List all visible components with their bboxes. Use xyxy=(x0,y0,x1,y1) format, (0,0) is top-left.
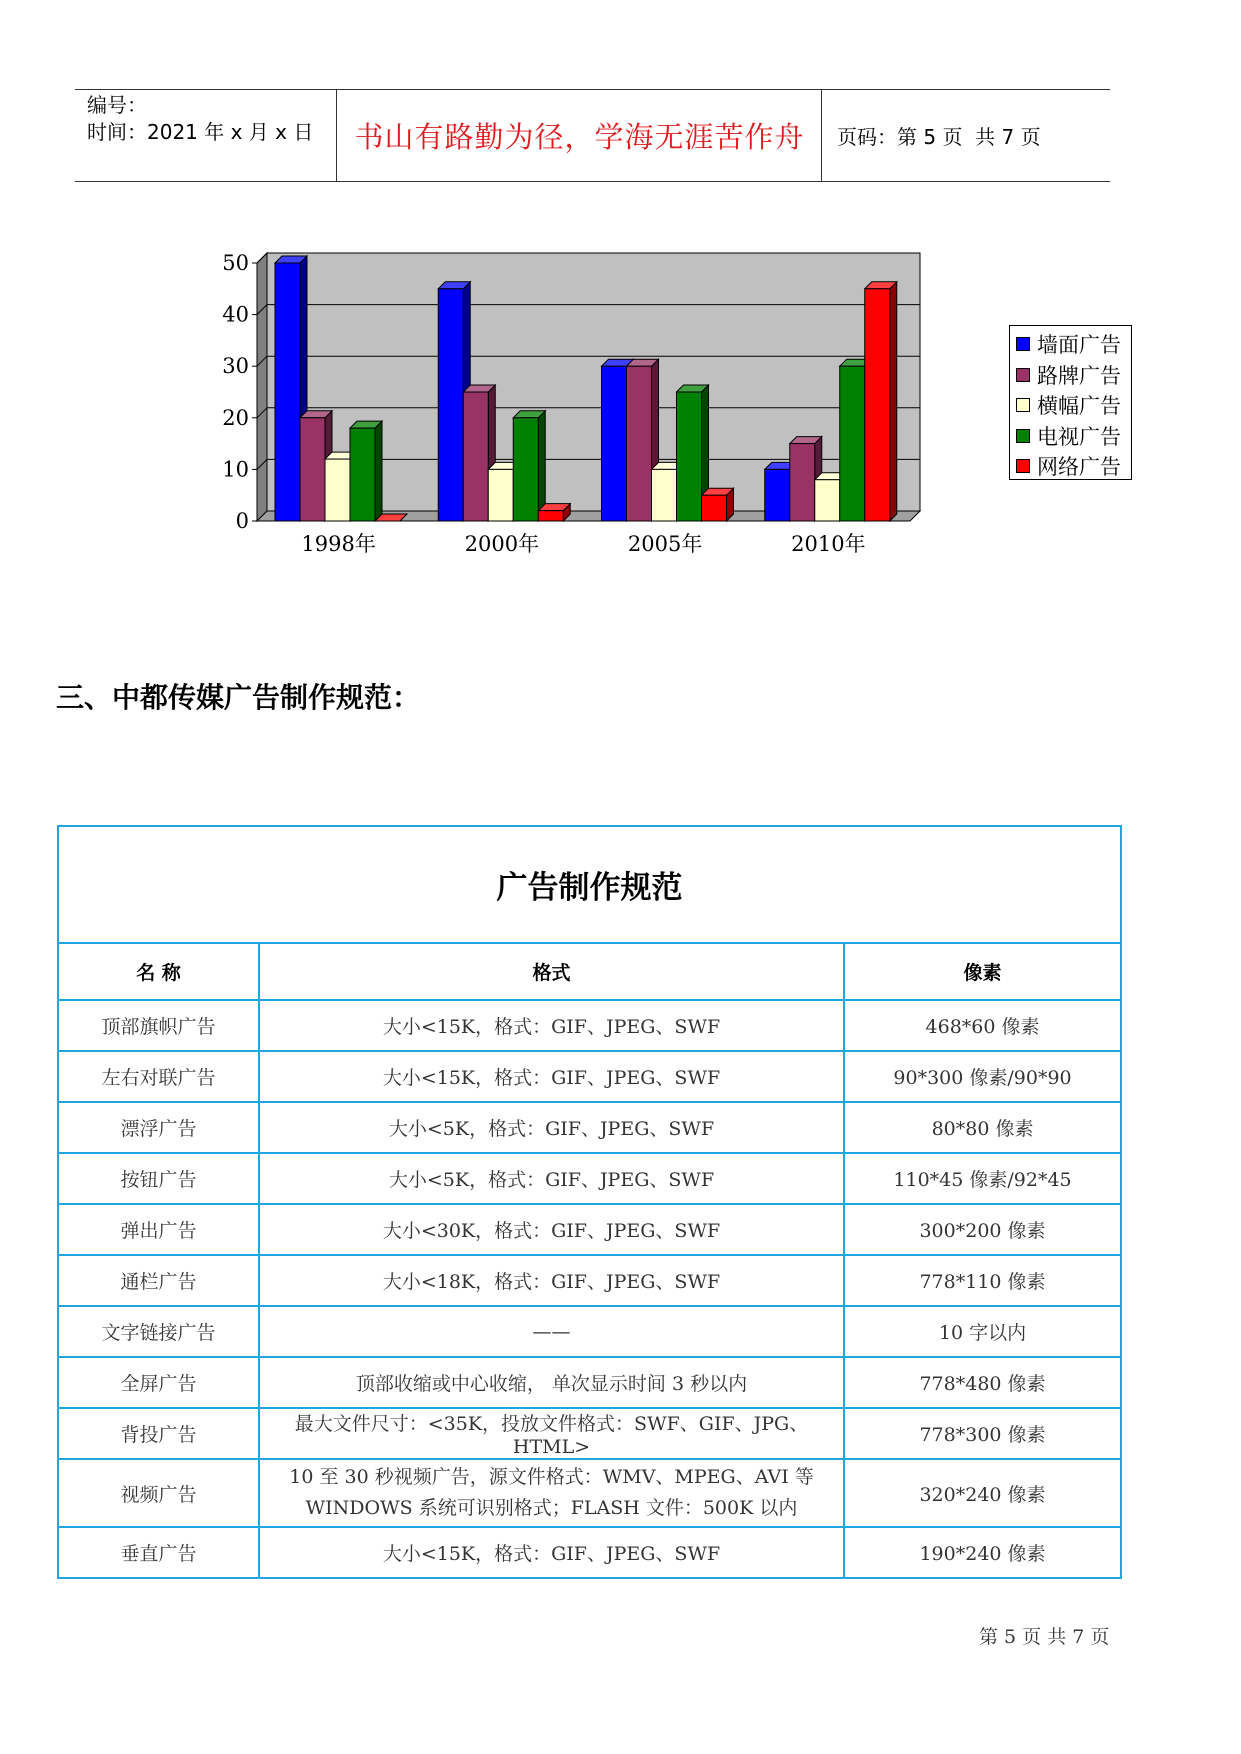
cell-pixels: 320*240 像素 xyxy=(844,1459,1121,1527)
header-name: 名 称 xyxy=(58,943,259,1000)
bar xyxy=(790,444,815,521)
page-footer: 第 5 页 共 7 页 xyxy=(979,1626,1110,1648)
section-title: 三、中都传媒广告制作规范： xyxy=(56,681,421,714)
y-tick-label: 20 xyxy=(222,405,249,430)
bar-side xyxy=(375,421,382,521)
cell-name: 垂直广告 xyxy=(58,1527,259,1578)
legend-swatch xyxy=(1016,429,1030,443)
cell-name: 背投广告 xyxy=(58,1408,259,1459)
legend-item xyxy=(1010,451,1131,482)
cell-format: 大小<15K，格式：GIF、JPEG、SWF xyxy=(259,1527,844,1578)
bar xyxy=(538,511,563,521)
cell-name: 弹出广告 xyxy=(58,1204,259,1255)
cell-pixels: 778*480 像素 xyxy=(844,1357,1121,1408)
cell-format: 大小<15K，格式：GIF、JPEG、SWF xyxy=(259,1000,844,1051)
cell-pixels: 778*110 像素 xyxy=(844,1255,1121,1306)
bar xyxy=(602,366,627,521)
table-row xyxy=(58,1357,1121,1408)
x-tick-label: 2000年 xyxy=(464,532,540,556)
bar xyxy=(300,418,325,521)
cell-format: 10 至 30 秒视频广告，源文件格式：WMV、MPEG、AVI 等 WINDOWS 系统可识别格式；FLASH 文件：500K 以内 xyxy=(259,1459,844,1527)
table-row xyxy=(58,1102,1121,1153)
y-tick-label: 50 xyxy=(222,251,249,275)
table-header-row xyxy=(58,943,1121,1000)
header-divider xyxy=(336,89,337,181)
bar xyxy=(702,495,727,521)
cell-pixels: 468*60 像素 xyxy=(844,1000,1121,1051)
cell-pixels: 10 字以内 xyxy=(844,1306,1121,1357)
cell-format: 大小<5K，格式：GIF、JPEG、SWF xyxy=(259,1153,844,1204)
table-row xyxy=(58,1408,1121,1459)
cell-format: 大小<5K，格式：GIF、JPEG、SWF xyxy=(259,1102,844,1153)
bar xyxy=(463,392,488,521)
table-row xyxy=(58,1306,1121,1357)
table-row xyxy=(58,1459,1121,1527)
bar xyxy=(325,459,350,521)
x-tick-label: 1998年 xyxy=(301,532,376,556)
chart-legend xyxy=(1009,325,1132,480)
header-meta xyxy=(87,92,313,146)
cell-format: 大小<30K，格式：GIF、JPEG、SWF xyxy=(259,1204,844,1255)
legend-label: 网络广告 xyxy=(1037,455,1121,480)
cell-format: —— xyxy=(259,1306,844,1357)
legend-label: 电视广告 xyxy=(1037,424,1121,449)
header-number-label: 编号： xyxy=(87,93,147,117)
cell-format: 大小<18K，格式：GIF、JPEG、SWF xyxy=(259,1255,844,1306)
x-tick-label: 2005年 xyxy=(627,532,703,556)
legend-swatch xyxy=(1016,337,1030,351)
cell-pixels: 90*300 像素/90*90 xyxy=(844,1051,1121,1102)
legend-swatch xyxy=(1016,459,1030,473)
table-row xyxy=(58,1204,1121,1255)
cell-name: 左右对联广告 xyxy=(58,1051,259,1102)
bar xyxy=(865,289,890,521)
table-row xyxy=(58,1000,1121,1051)
header-divider xyxy=(821,89,822,181)
cell-name: 顶部旗帜广告 xyxy=(58,1000,259,1051)
header-bottom-rule xyxy=(75,181,1110,182)
cell-name: 按钮广告 xyxy=(58,1153,259,1204)
header-motto: 书山有路勤为径，学海无涯苦作舟 xyxy=(354,119,805,154)
legend-swatch xyxy=(1016,368,1030,382)
cell-name: 全屏广告 xyxy=(58,1357,259,1408)
cell-name: 文字链接广告 xyxy=(58,1306,259,1357)
bar xyxy=(488,469,513,521)
legend-item xyxy=(1010,421,1131,452)
cell-pixels: 778*300 像素 xyxy=(844,1408,1121,1459)
bar xyxy=(765,469,790,521)
legend-label: 墙面广告 xyxy=(1037,333,1121,358)
legend-label: 路牌广告 xyxy=(1037,363,1121,388)
y-tick-label: 0 xyxy=(235,509,249,533)
cell-name: 漂浮广告 xyxy=(58,1102,259,1153)
bar xyxy=(513,418,538,521)
chart-side-wall xyxy=(257,253,267,521)
header-page-label: 页码：第 5 页 共 7 页 xyxy=(837,124,1041,149)
table-row xyxy=(58,1153,1121,1204)
legend-swatch xyxy=(1016,398,1030,412)
bar xyxy=(840,366,865,521)
cell-pixels: 80*80 像素 xyxy=(844,1102,1121,1153)
table-row xyxy=(58,1255,1121,1306)
cell-name: 视频广告 xyxy=(58,1459,259,1527)
x-tick-label: 2010年 xyxy=(791,532,866,556)
y-tick-label: 30 xyxy=(222,354,249,379)
header-format: 格式 xyxy=(259,943,844,1000)
legend-item xyxy=(1010,329,1131,360)
spec-table xyxy=(57,825,1122,1579)
cell-name: 通栏广告 xyxy=(58,1255,259,1306)
y-tick-label: 40 xyxy=(222,302,249,327)
table-caption: 广告制作规范 xyxy=(58,826,1121,943)
bar xyxy=(677,392,702,521)
table-row xyxy=(58,1527,1121,1578)
table-row xyxy=(58,1051,1121,1102)
y-tick-label: 10 xyxy=(222,457,249,482)
cell-pixels: 190*240 像素 xyxy=(844,1527,1121,1578)
cell-pixels: 110*45 像素/92*45 xyxy=(844,1153,1121,1204)
cell-format: 顶部收缩或中心收缩， 单次显示时间 3 秒以内 xyxy=(259,1357,844,1408)
bar-side xyxy=(890,282,897,521)
bar xyxy=(350,428,375,521)
legend-item xyxy=(1010,390,1131,421)
bar xyxy=(438,289,463,521)
bar xyxy=(815,480,840,521)
cell-format: 大小<15K，格式：GIF、JPEG、SWF xyxy=(259,1051,844,1102)
legend-item xyxy=(1010,360,1131,391)
bar-chart xyxy=(210,245,950,560)
bar xyxy=(652,469,677,521)
header-pixels: 像素 xyxy=(844,943,1121,1000)
cell-pixels: 300*200 像素 xyxy=(844,1204,1121,1255)
legend-label: 横幅广告 xyxy=(1037,394,1121,419)
bar xyxy=(275,263,300,521)
bar xyxy=(627,366,652,521)
header-time-label: 时间：2021 年 x 月 x 日 xyxy=(87,120,314,144)
cell-format: 最大文件尺寸：<35K，投放文件格式：SWF、GIF、JPG、HTML> xyxy=(259,1408,844,1459)
